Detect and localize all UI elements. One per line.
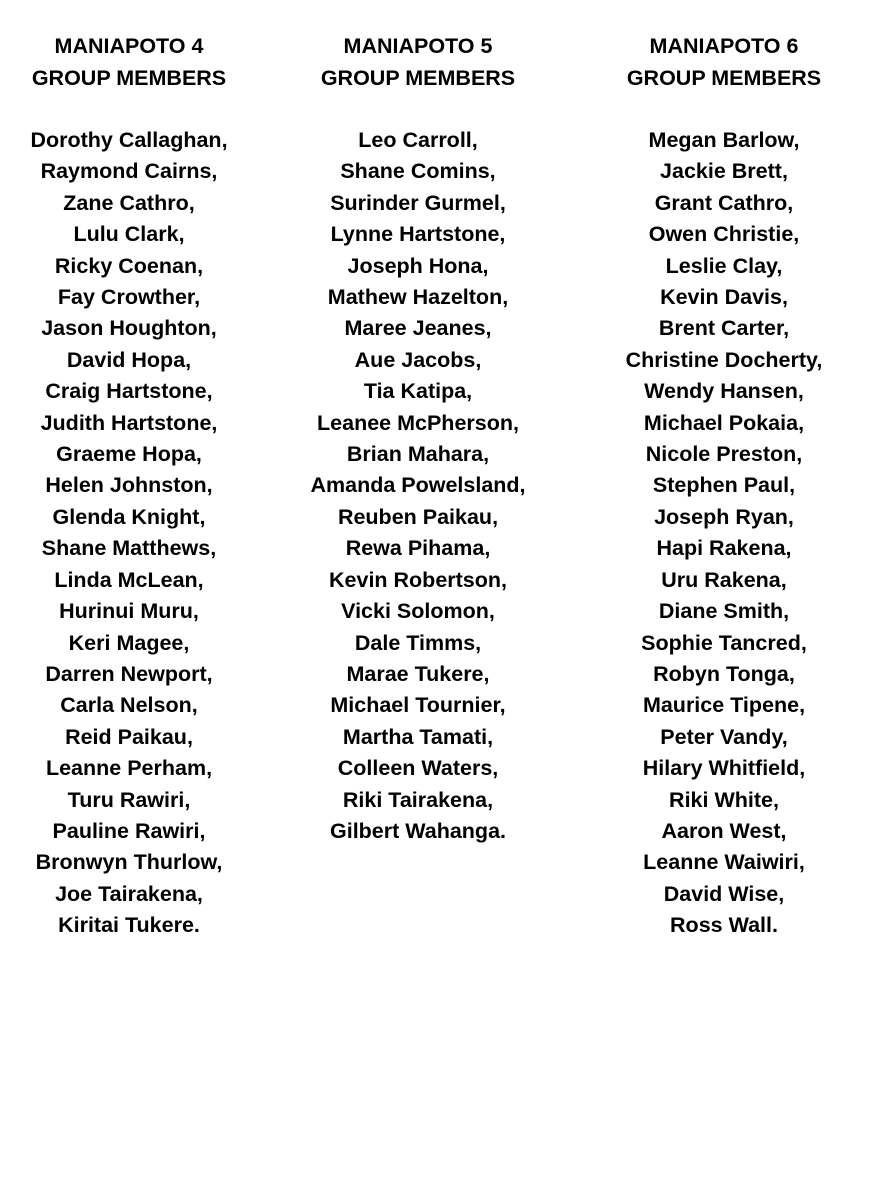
member-name: Mathew Hazelton,: [327, 285, 509, 310]
member-list: [579, 125, 869, 942]
group-column-maniapoto-6: [579, 31, 869, 942]
member-name: Amanda Powelsland,: [310, 473, 526, 498]
member-name: Leslie Clay,: [665, 253, 783, 278]
member-name: Robyn Tonga,: [653, 661, 795, 686]
member-name: Graeme Hopa,: [56, 442, 202, 467]
member-name: Martha Tamati,: [342, 724, 494, 749]
member-name: Michael Tournier,: [330, 693, 506, 718]
member-name: Gilbert Wahanga.: [330, 818, 506, 843]
member-name: Dorothy Callaghan,: [30, 128, 228, 152]
member-name: Colleen Waters,: [337, 756, 499, 781]
member-name: Kevin Robertson,: [329, 567, 507, 592]
group-subtitle: GROUP MEMBERS: [626, 65, 822, 90]
member-name: Judith Hartstone,: [40, 410, 218, 435]
member-name: David Wise,: [663, 881, 785, 906]
member-name: Hilary Whitfield,: [642, 756, 806, 781]
member-name: David Hopa,: [66, 347, 192, 372]
member-name: Carla Nelson,: [60, 693, 198, 718]
member-list: [0, 125, 274, 942]
member-name: Leo Carroll,: [358, 128, 478, 152]
member-name: Hurinui Muru,: [59, 599, 199, 624]
member-name: Christine Docherty,: [625, 347, 823, 372]
member-name: Kevin Davis,: [660, 285, 788, 310]
member-name: Joe Tairakena,: [55, 881, 203, 906]
member-name: Michael Pokaia,: [643, 410, 805, 435]
member-name: Zane Cathro,: [63, 190, 195, 215]
group-title: MANIAPOTO 6: [649, 34, 799, 58]
member-name: Lynne Hartstone,: [330, 222, 506, 247]
member-name: Peter Vandy,: [660, 724, 788, 749]
group-subtitle: GROUP MEMBERS: [320, 65, 516, 90]
member-name: Shane Comins,: [340, 159, 496, 184]
group-column-maniapoto-5: [273, 31, 563, 847]
member-name: Kiritai Tukere.: [58, 913, 200, 938]
group-heading: [579, 31, 869, 94]
member-name: Leanee McPherson,: [317, 410, 519, 435]
member-name: Stephen Paul,: [652, 473, 796, 498]
member-name: Fay Crowther,: [57, 285, 201, 310]
member-name: Wendy Hansen,: [644, 379, 804, 404]
member-name: Hapi Rakena,: [656, 536, 792, 561]
member-name: Leanne Perham,: [45, 756, 213, 781]
member-name: Rewa Pihama,: [345, 536, 491, 561]
member-name: Ricky Coenan,: [54, 253, 204, 278]
member-name: Joseph Ryan,: [654, 504, 794, 529]
member-name: Brian Mahara,: [346, 442, 490, 467]
member-name: Aue Jacobs,: [354, 347, 482, 372]
member-list: [273, 125, 563, 847]
member-name: Megan Barlow,: [648, 128, 800, 152]
member-name: Tia Katipa,: [363, 379, 473, 404]
member-name: Reid Paikau,: [65, 724, 193, 749]
member-name: Grant Cathro,: [654, 190, 794, 215]
member-name: Helen Johnston,: [45, 473, 213, 498]
member-name: Dale Timms,: [354, 630, 482, 655]
member-name: Lulu Clark,: [73, 222, 185, 247]
member-name: Aaron West,: [661, 818, 787, 843]
member-name: Riki White,: [669, 787, 779, 812]
member-name: Brent Carter,: [658, 316, 790, 341]
member-name: Bronwyn Thurlow,: [35, 850, 223, 875]
group-heading: [273, 31, 563, 94]
member-name: Riki Tairakena,: [342, 787, 494, 812]
member-name: Maree Jeanes,: [344, 316, 492, 341]
group-column-maniapoto-4: [0, 31, 274, 942]
member-name: Glenda Knight,: [52, 504, 206, 529]
member-name: Diane Smith,: [658, 599, 790, 624]
member-name: Vicki Solomon,: [341, 599, 495, 624]
member-name: Jason Houghton,: [41, 316, 217, 341]
member-name: Marae Tukere,: [346, 661, 490, 686]
member-name: Linda McLean,: [54, 567, 204, 592]
member-name: Sophie Tancred,: [641, 630, 807, 655]
group-title: MANIAPOTO 5: [343, 34, 493, 58]
member-name: Surinder Gurmel,: [330, 190, 506, 215]
member-name: Maurice Tipene,: [642, 693, 806, 718]
group-subtitle: GROUP MEMBERS: [31, 65, 227, 90]
member-name: Keri Magee,: [68, 630, 190, 655]
member-name: Shane Matthews,: [41, 536, 217, 561]
member-name: Turu Rawiri,: [67, 787, 191, 812]
member-name: Ross Wall.: [670, 913, 778, 938]
member-name: Darren Newport,: [45, 661, 213, 686]
member-name: Craig Hartstone,: [45, 379, 213, 404]
member-name: Jackie Brett,: [660, 159, 788, 184]
member-name: Reuben Paikau,: [337, 504, 499, 529]
member-name: Owen Christie,: [648, 222, 800, 247]
group-heading: [0, 31, 274, 94]
group-title: MANIAPOTO 4: [54, 34, 204, 58]
member-name: Raymond Cairns,: [40, 159, 218, 184]
member-name: Uru Rakena,: [661, 567, 787, 592]
member-name: Leanne Waiwiri,: [643, 850, 805, 875]
member-name: Joseph Hona,: [347, 253, 489, 278]
member-name: Nicole Preston,: [645, 442, 803, 467]
member-name: Pauline Rawiri,: [52, 818, 206, 843]
